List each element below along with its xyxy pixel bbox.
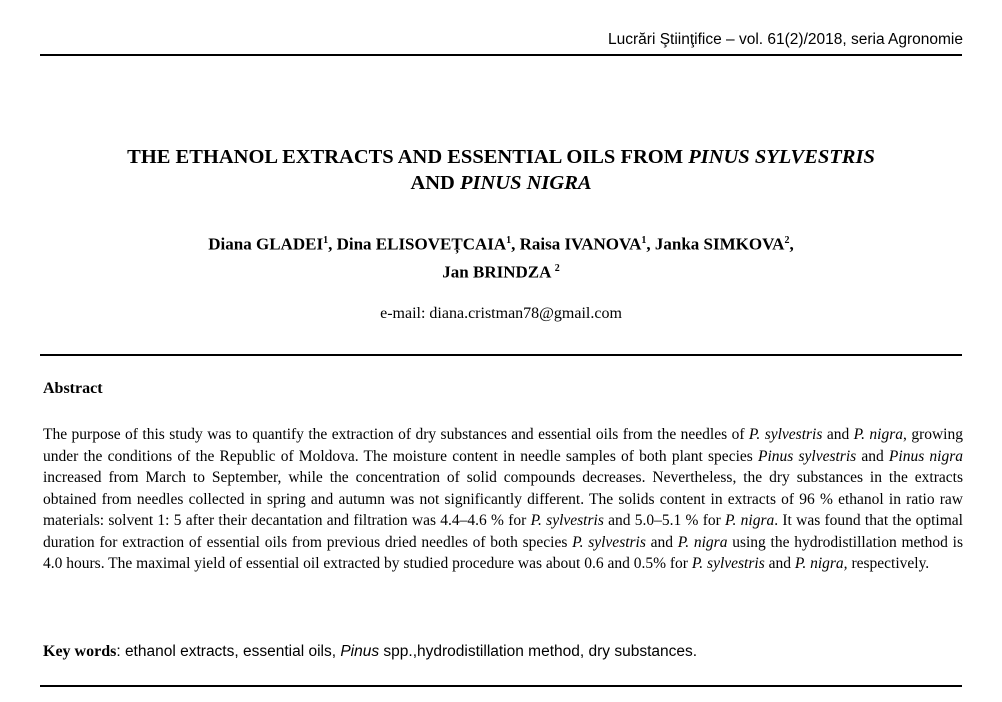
abstract-text: . It was found that the optimal duration for extraction of essential oils from previous dried needles of both species <box>43 512 963 551</box>
affiliation-mark: 1 <box>641 235 647 246</box>
author-separator: , <box>646 234 655 254</box>
species-name: P. nigra, <box>794 555 848 572</box>
species-name: Pinus sylvestris <box>757 447 857 465</box>
title-text-1: THE ETHANOL EXTRACTS AND ESSENTIAL OILS FROM <box>127 146 689 168</box>
abstract-text: increased from March to September, while the concentration of solid compounds decreases. Nevertheless, the dry substances in the extracts obtained from needles collected in spring and autumn was not significantly different. The solids content in extracts of 96 % ethanol in ratio raw materials: solvent 1: 5 after their decantation and filtration was 4.4–4.6 % for <box>43 469 963 529</box>
abstract-text: and <box>645 533 678 551</box>
affiliation-mark: 1 <box>506 235 512 246</box>
abstract-body <box>43 424 963 575</box>
author: Janka SIMKOVA <box>654 234 785 254</box>
abstract-heading: Abstract <box>43 380 103 397</box>
species-name: P. sylvestris <box>748 426 823 443</box>
keywords-text: : ethanol extracts, essential oils, <box>116 643 341 660</box>
affiliation-mark: 1 <box>323 235 329 246</box>
author-separator: , <box>328 234 337 254</box>
author: Diana GLADEI <box>208 234 324 254</box>
species-name: P. sylvestris <box>530 512 604 529</box>
keywords <box>43 643 963 661</box>
species-name: P. nigra <box>853 426 904 443</box>
abstract-text: respectively. <box>847 555 930 572</box>
abstract-text: and <box>764 555 795 572</box>
author-separator: , <box>511 234 520 254</box>
author: Jan BRINDZA <box>442 262 555 282</box>
species-name: P. nigra <box>725 512 775 529</box>
header-rule <box>40 54 962 56</box>
keywords-text: spp.,hydrodistillation method, dry substances. <box>379 643 698 660</box>
contact-email: e-mail: diana.cristman78@gmail.com <box>380 305 622 322</box>
keywords-label: Key words <box>43 643 117 660</box>
abstract-text: and <box>822 426 854 443</box>
paper-title <box>40 144 962 196</box>
species-name: P. nigra <box>677 533 728 551</box>
footer-rule <box>40 685 962 687</box>
title-text-2: AND <box>410 172 460 194</box>
abstract-text: The purpose of this study was to quantify the extraction of dry substances and essential oils from the needles of <box>43 426 749 443</box>
section-rule <box>40 354 962 356</box>
author-list <box>40 229 962 284</box>
keywords-genus: Pinus <box>340 643 380 660</box>
author: Raisa IVANOVA <box>519 234 642 254</box>
abstract-text: using the hydrodistillation method is 4.0 hours. The maximal yield of essential oil extracted by studied procedure was about 0.6 and 0.5% for <box>43 533 964 572</box>
abstract-text: , growing under the conditions of the Republic of Moldova. The moisture content in needle samples of both plant species <box>43 426 963 465</box>
species-name: P. sylvestris <box>572 533 646 551</box>
species-name: Pinus nigra <box>888 447 963 465</box>
abstract-text: and 5.0–5.1 % for <box>603 512 726 529</box>
title-species-1: PINUS SYLVESTRIS <box>688 146 875 168</box>
affiliation-mark: 2 <box>554 262 560 274</box>
affiliation-mark: 2 <box>784 235 790 246</box>
journal-header: Lucrări Ştiinţifice – vol. 61(2)/2018, seria Agronomie <box>608 31 963 48</box>
title-species-2: PINUS NIGRA <box>459 172 592 194</box>
author: Dina ELISOVEȚCAIA <box>336 234 507 254</box>
author-separator: , <box>789 234 794 254</box>
abstract-text: and <box>856 447 889 465</box>
species-name: P. sylvestris <box>691 555 765 572</box>
